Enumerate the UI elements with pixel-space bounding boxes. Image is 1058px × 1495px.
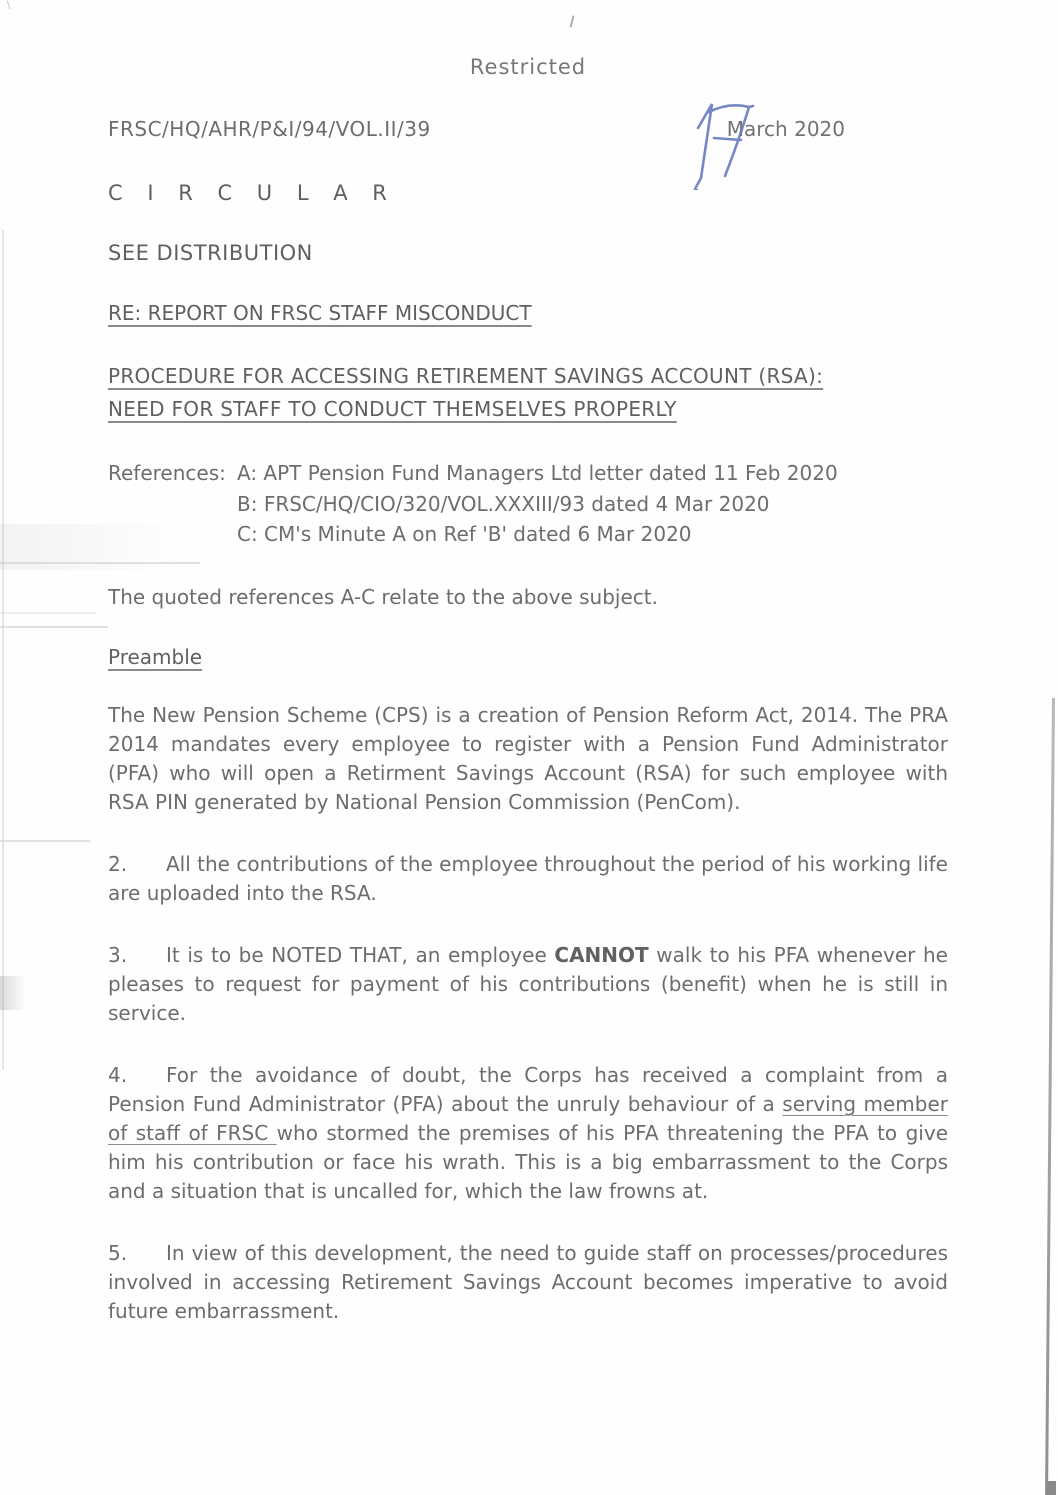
scan-artifact-right-edge (1045, 698, 1055, 1495)
references-label (108, 519, 237, 550)
paragraph-para-5 (108, 1239, 948, 1326)
scan-artifact-smudge (0, 976, 26, 1010)
subject-title (108, 360, 948, 426)
reference-date-row (108, 114, 948, 141)
paragraph-number: 3. (108, 942, 128, 967)
reference-item (108, 458, 948, 489)
distribution-label: SEE DISTRIBUTION (108, 241, 313, 265)
body-text: For the avoidance of doubt, the Corps has received a complaint from a Pension Fund Administrator (PFA) about the unruly behaviour of a (108, 1062, 948, 1116)
scan-artifact-left-edge (2, 230, 4, 1070)
body-text: All the contributions of the employee throughout the period of his working life are uploaded into the RSA. (108, 851, 948, 905)
body-paragraphs (108, 701, 948, 1326)
underlined-text: serving member of staff of FRSC (108, 1091, 949, 1145)
paragraph-para-2 (108, 850, 948, 908)
dust-mark (7, 0, 14, 9)
subject-title-line: PROCEDURE FOR ACCESSING RETIREMENT SAVINGS ACCOUNT (RSA): (108, 364, 824, 388)
reference-item (108, 519, 948, 550)
scan-artifact-line (0, 626, 108, 628)
classification-label: Restricted (469, 55, 587, 79)
reference-text: B: FRSC/HQ/CIO/320/VOL.XXXIII/93 dated 4 Mar 2020 (237, 491, 770, 516)
body-text: It is to be NOTED THAT, an employee (166, 942, 555, 967)
paragraph-para-3 (108, 941, 948, 1028)
body-text: In view of this development, the need to guide staff on processes/procedures involved in accessing Retirement Savings Account becomes imperative to avoid future embarrassment. (108, 1240, 948, 1323)
references-label: References: (108, 461, 226, 485)
preamble-heading: Preamble (108, 644, 203, 669)
reference-item (108, 489, 948, 520)
reference-number: FRSC/HQ/AHR/P&I/94/VOL.II/39 (108, 117, 431, 141)
reference-text: A: APT Pension Fund Managers Ltd letter dated 11 Feb 2020 (237, 461, 838, 485)
reference-text: C: CM's Minute A on Ref 'B' dated 6 Mar 2020 (237, 522, 692, 546)
body-text: The New Pension Scheme (CPS) is a creation of Pension Reform Act, 2014. The PRA 2014 mandates every employee to register with a Pension Fund Administrator (PFA) who will open a Retirment Savings Account (RSA) for such employee with RSA PIN generated by National Pension Commission (PenCom). (108, 702, 948, 814)
paragraph-preamble-body (108, 701, 948, 817)
scan-artifact-right-foot (1047, 1481, 1056, 1495)
references-note: The quoted references A-C relate to the above subject. (108, 584, 658, 609)
paragraph-number: 2. (108, 851, 128, 876)
subject-re-line: RE: REPORT ON FRSC STAFF MISCONDUCT (108, 301, 532, 325)
paragraph-para-4 (108, 1061, 948, 1206)
subject-title-line: NEED FOR STAFF TO CONDUCT THEMSELVES PROPERLY (108, 397, 677, 421)
paragraph-number: 4. (108, 1062, 128, 1087)
body-text: who stormed the premises of his PFA threatening the PFA to give him his contribution or face his wrath. This is a big embarrassment to the Corps and a situation that is uncalled for, which the law frowns at. (108, 1120, 949, 1203)
references-label (108, 489, 237, 520)
date-printed: March 2020 (726, 117, 845, 141)
paragraph-number: 5. (108, 1240, 128, 1265)
references-block (108, 458, 948, 550)
date-line (727, 114, 845, 141)
scan-artifact-line (0, 612, 96, 614)
emphasis-text: CANNOT (554, 942, 649, 967)
body-text: walk to his PFA whenever he pleases to request for payment of his contributions (benefit) when he is still in service. (108, 942, 948, 1025)
handwritten-day-ink (687, 94, 767, 190)
scan-artifact-line (0, 840, 90, 842)
doc-type-label: C I R C U L A R (108, 181, 396, 205)
